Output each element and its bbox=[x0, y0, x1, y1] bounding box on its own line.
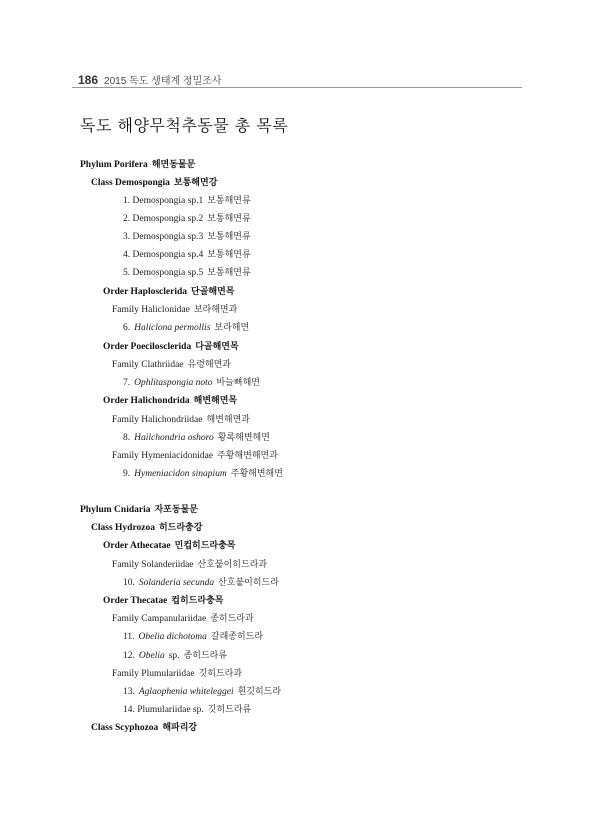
species-entry bbox=[123, 267, 251, 279]
family-entry bbox=[112, 613, 254, 625]
korean-name: 해변해면과 bbox=[206, 415, 250, 425]
entry-text: 14. Plumulariidae sp. bbox=[123, 705, 204, 715]
korean-name: 해파리강 bbox=[162, 723, 198, 733]
entry-text: 9. bbox=[123, 469, 131, 479]
class-entry bbox=[91, 722, 197, 734]
species-entry bbox=[123, 213, 251, 225]
korean-name: 산호붙이히드라 bbox=[218, 578, 279, 588]
page-title: 독도 해양무척추동물 총 목록 bbox=[80, 116, 289, 135]
entry-text: Phylum Cnidaria bbox=[80, 505, 151, 515]
entry-text: Order Haplosclerida bbox=[103, 287, 187, 297]
species-entry bbox=[123, 704, 251, 716]
korean-name: 깃히드라류 bbox=[207, 705, 252, 715]
family-entry bbox=[112, 559, 267, 571]
scientific-name: Ophlitaspongia noto bbox=[134, 378, 213, 388]
class-entry bbox=[91, 522, 202, 534]
family-entry bbox=[112, 359, 231, 371]
entry-text: Class Demospongia bbox=[91, 178, 170, 188]
species-entry bbox=[123, 432, 270, 444]
family-entry bbox=[112, 668, 242, 680]
korean-name: 히드라충강 bbox=[158, 523, 203, 533]
entry-text: Family Halichondriidae bbox=[112, 415, 203, 425]
scientific-name: Obelia dichotoma bbox=[138, 632, 207, 642]
entry-text: Family Haliclonidae bbox=[112, 305, 190, 315]
korean-name: 종히드라과 bbox=[210, 614, 254, 624]
korean-name: 자포동물문 bbox=[154, 505, 198, 515]
entry-text: 2. Demospongia sp.2 bbox=[123, 214, 204, 224]
order-entry bbox=[103, 595, 223, 607]
family-entry bbox=[112, 414, 250, 426]
korean-name: 주황해변해면 bbox=[230, 469, 283, 479]
entry-text: 8. bbox=[123, 433, 131, 443]
order-entry bbox=[103, 540, 235, 552]
korean-name: 종히드라류 bbox=[183, 651, 228, 661]
species-entry bbox=[123, 231, 251, 243]
entry-text: 12. bbox=[123, 651, 135, 661]
entry-text: Family Solanderiidae bbox=[112, 560, 194, 570]
korean-name: 보라해면 bbox=[214, 323, 250, 333]
entry-text: Class Hydrozoa bbox=[91, 523, 155, 533]
phylum-entry bbox=[80, 159, 195, 171]
entry-text: Family Plumulariidae bbox=[112, 669, 195, 679]
entry-text: 3. Demospongia sp.3 bbox=[123, 232, 204, 242]
scientific-name: Solanderia secunda bbox=[138, 578, 215, 588]
header-title: 2015 독도 생태계 정밀조사 bbox=[104, 76, 222, 87]
species-entry bbox=[123, 468, 283, 480]
entry-text: 11. bbox=[123, 632, 135, 642]
species-entry bbox=[123, 249, 251, 261]
species-entry bbox=[123, 322, 249, 334]
scientific-name: Hymeniacidon sinapium bbox=[134, 469, 227, 479]
entry-text: sp. bbox=[168, 651, 180, 661]
korean-name: 해면동물문 bbox=[151, 160, 196, 170]
entry-text: 6. bbox=[123, 323, 131, 333]
order-entry bbox=[103, 286, 234, 298]
page-number: 186 bbox=[78, 73, 99, 87]
korean-name: 유령해면과 bbox=[187, 360, 231, 370]
entry-text: Class Scyphozoa bbox=[91, 723, 159, 733]
species-entry bbox=[123, 577, 279, 589]
korean-name: 보통해면류 bbox=[207, 232, 251, 242]
scientific-name: Aglaophenia whiteleggei bbox=[138, 687, 234, 697]
species-entry bbox=[123, 195, 251, 207]
entry-text: Family Campanulariidae bbox=[112, 614, 207, 624]
species-entry bbox=[123, 377, 260, 389]
species-entry bbox=[123, 686, 281, 698]
phylum-entry bbox=[80, 504, 198, 516]
korean-name: 해변해면목 bbox=[193, 396, 238, 406]
scientific-name: Obelia bbox=[138, 651, 165, 661]
korean-name: 단골해면목 bbox=[191, 287, 235, 297]
scientific-name: Hailchondria oshoro bbox=[134, 433, 214, 443]
species-entry bbox=[123, 650, 227, 662]
korean-name: 바늘뼈해면 bbox=[216, 378, 260, 388]
entry-text: 7. bbox=[123, 378, 131, 388]
entry-text: Order Poecilosclerida bbox=[103, 342, 192, 352]
korean-name: 보라해면과 bbox=[193, 305, 238, 315]
korean-name: 보통해면류 bbox=[207, 214, 251, 224]
korean-name: 보통해면류 bbox=[207, 250, 251, 260]
korean-name: 산호붙이히드라과 bbox=[197, 560, 268, 570]
korean-name: 황록해변해면 bbox=[217, 433, 270, 443]
korean-name: 흰깃히드라 bbox=[237, 687, 282, 697]
korean-name: 다골해면목 bbox=[195, 342, 239, 352]
korean-name: 컵히드라충목 bbox=[171, 596, 224, 606]
korean-name: 갈래종히드라 bbox=[210, 632, 264, 642]
entry-text: 4. Demospongia sp.4 bbox=[123, 250, 204, 260]
entry-text: 13. bbox=[123, 687, 135, 697]
korean-name: 주황해변해면과 bbox=[217, 451, 278, 461]
scientific-name: Haliclona permollis bbox=[134, 323, 211, 333]
family-entry bbox=[112, 304, 237, 316]
entry-text: 1. Demospongia sp.1 bbox=[123, 196, 204, 206]
korean-name: 보통해면류 bbox=[207, 268, 251, 278]
korean-name: 깃히드라과 bbox=[198, 669, 243, 679]
entry-text: Family Hymeniacidonidae bbox=[112, 451, 214, 461]
entry-text: Phylum Porifera bbox=[80, 160, 148, 170]
korean-name: 민컵히드라충목 bbox=[174, 541, 236, 551]
order-entry bbox=[103, 341, 239, 353]
class-entry bbox=[91, 177, 217, 189]
entry-text: Order Athecatae bbox=[103, 541, 171, 551]
entry-text: Order Thecatae bbox=[103, 596, 168, 606]
species-entry bbox=[123, 631, 263, 643]
korean-name: 보통해면강 bbox=[173, 178, 218, 188]
korean-name: 보통해면류 bbox=[207, 196, 251, 206]
family-entry bbox=[112, 450, 278, 462]
entry-text: 10. bbox=[123, 578, 135, 588]
entry-text: Family Clathriidae bbox=[112, 360, 184, 370]
entry-text: 5. Demospongia sp.5 bbox=[123, 268, 204, 278]
order-entry bbox=[103, 395, 237, 407]
entry-text: Order Halichondrida bbox=[103, 396, 190, 406]
